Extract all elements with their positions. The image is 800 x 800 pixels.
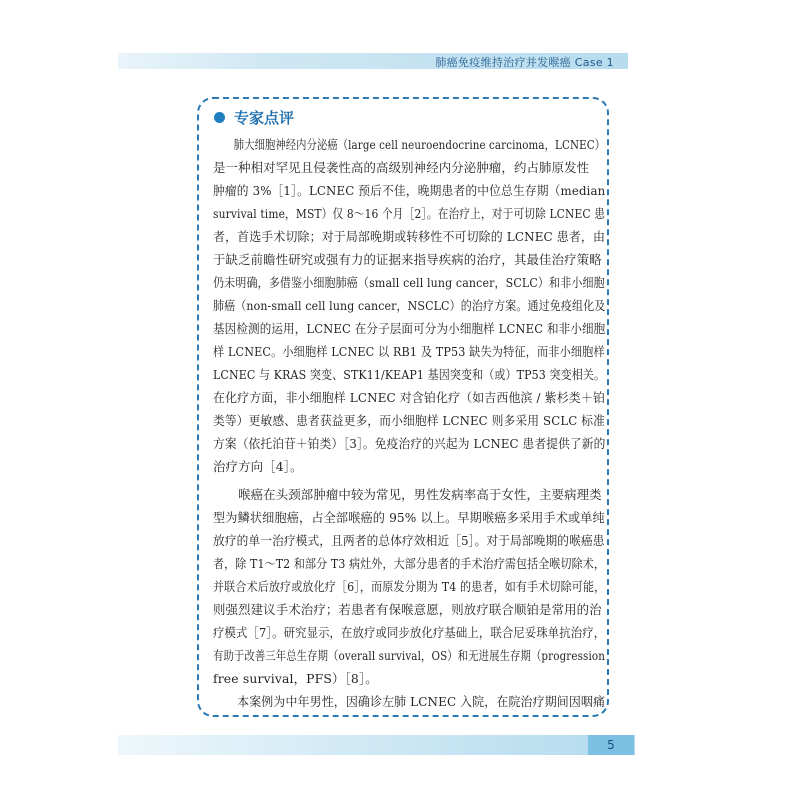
body-line: 则强烈建议手术治疗；若患者有保喉意愿，则放疗联合顺铂是常用的治 [213,602,602,617]
body-line: 基因检测的运用，LCNEC 在分子层面可分为小细胞样 LCNEC 和非小细胞 [213,321,606,336]
section-heading-text: 专家点评 [234,109,295,127]
header-band [118,53,628,69]
body-line: 型为鳞状细胞癌，占全部喉癌的 95% 以上。早期喉癌多采用手术或单纯 [213,510,605,525]
body-line: 者，除 T1～T2 和部分 T3 病灶外，大部分患者的手术治疗需包括全喉切除术， [213,556,605,571]
body-line: 喉癌在头颈部肿瘤中较为常见，男性发病率高于女性，主要病理类 [213,487,602,502]
body-line: LCNEC 与 KRAS 突变、STK11/KEAP1 基因突变和（或）TP53 突变相关。 [213,367,606,382]
body-line: 并联合术后放疗或放化疗［6］，而原发分期为 T4 的患者，如有手术切除可能， [213,579,606,594]
footer-band [118,735,635,755]
running-header-title: 肺癌免疫维持治疗并发喉癌 Case 1 [435,56,614,69]
body-line: 样 LCNEC。小细胞样 LCNEC 以 RB1 及 TP53 缺失为特征，而非小细胞样 [213,344,605,359]
body-line: 于缺乏前瞻性研究或强有力的证据来指导疾病的治疗，其最佳治疗策略 [213,252,602,267]
body-line: 治疗方向［4］。 [213,459,303,474]
body-line: 肺大细胞神经内分泌癌（large cell neuroendocrine carcinoma，LCNEC） [213,137,606,152]
body-line: 有助于改善三年总生存期（overall survival，OS）和无进展生存期（progression [213,648,606,663]
section-heading [214,107,294,128]
body-line: 类等）更敏感、患者获益更多，而小细胞样 LCNEC 则多采用 SCLC 标准 [213,413,606,428]
body-line: survival time，MST）仅 8～16 个月［2］。在治疗上，对于可切除 LCNEC 患 [213,206,606,221]
page-number: 5 [588,735,634,755]
body-line: free survival，PFS）［8］。 [213,671,378,686]
body-line: 肺癌（non-small cell lung cancer，NSCLC）的治疗方案。通过免疫组化及 [213,298,606,313]
bullet-dot-icon [214,112,225,123]
body-line: 放疗的单一治疗模式，且两者的总体疗效相近［5］。对于局部晚期的喉癌患 [213,533,605,548]
body-line: 在化疗方面，非小细胞样 LCNEC 对含铂化疗（如吉西他滨 / 紫杉类＋铂 [213,390,606,405]
body-line: 疗模式［7］。研究显示，在放疗或同步放化疗基础上，联合尼妥珠单抗治疗， [213,625,606,640]
body-line: 仍未明确，多借鉴小细胞肺癌（small cell lung cancer，SCLC）和非小细胞 [213,275,605,290]
body-line: 是一种相对罕见且侵袭性高的高级别神经内分泌肿瘤，约占肺原发性 [213,160,590,175]
body-line: 者，首选手术切除；对于局部晚期或转移性不可切除的 LCNEC 患者，由 [213,229,606,244]
body-line: 肿瘤的 3%［1］。LCNEC 预后不佳，晚期患者的中位总生存期（median [213,183,606,198]
body-line: 方案（依托泊苷＋铂类）［3］。免疫治疗的兴起为 LCNEC 患者提供了新的 [213,436,606,451]
body-line: 本案例为中年男性，因确诊左肺 LCNEC 入院，在院治疗期间因咽痛 [213,694,606,709]
